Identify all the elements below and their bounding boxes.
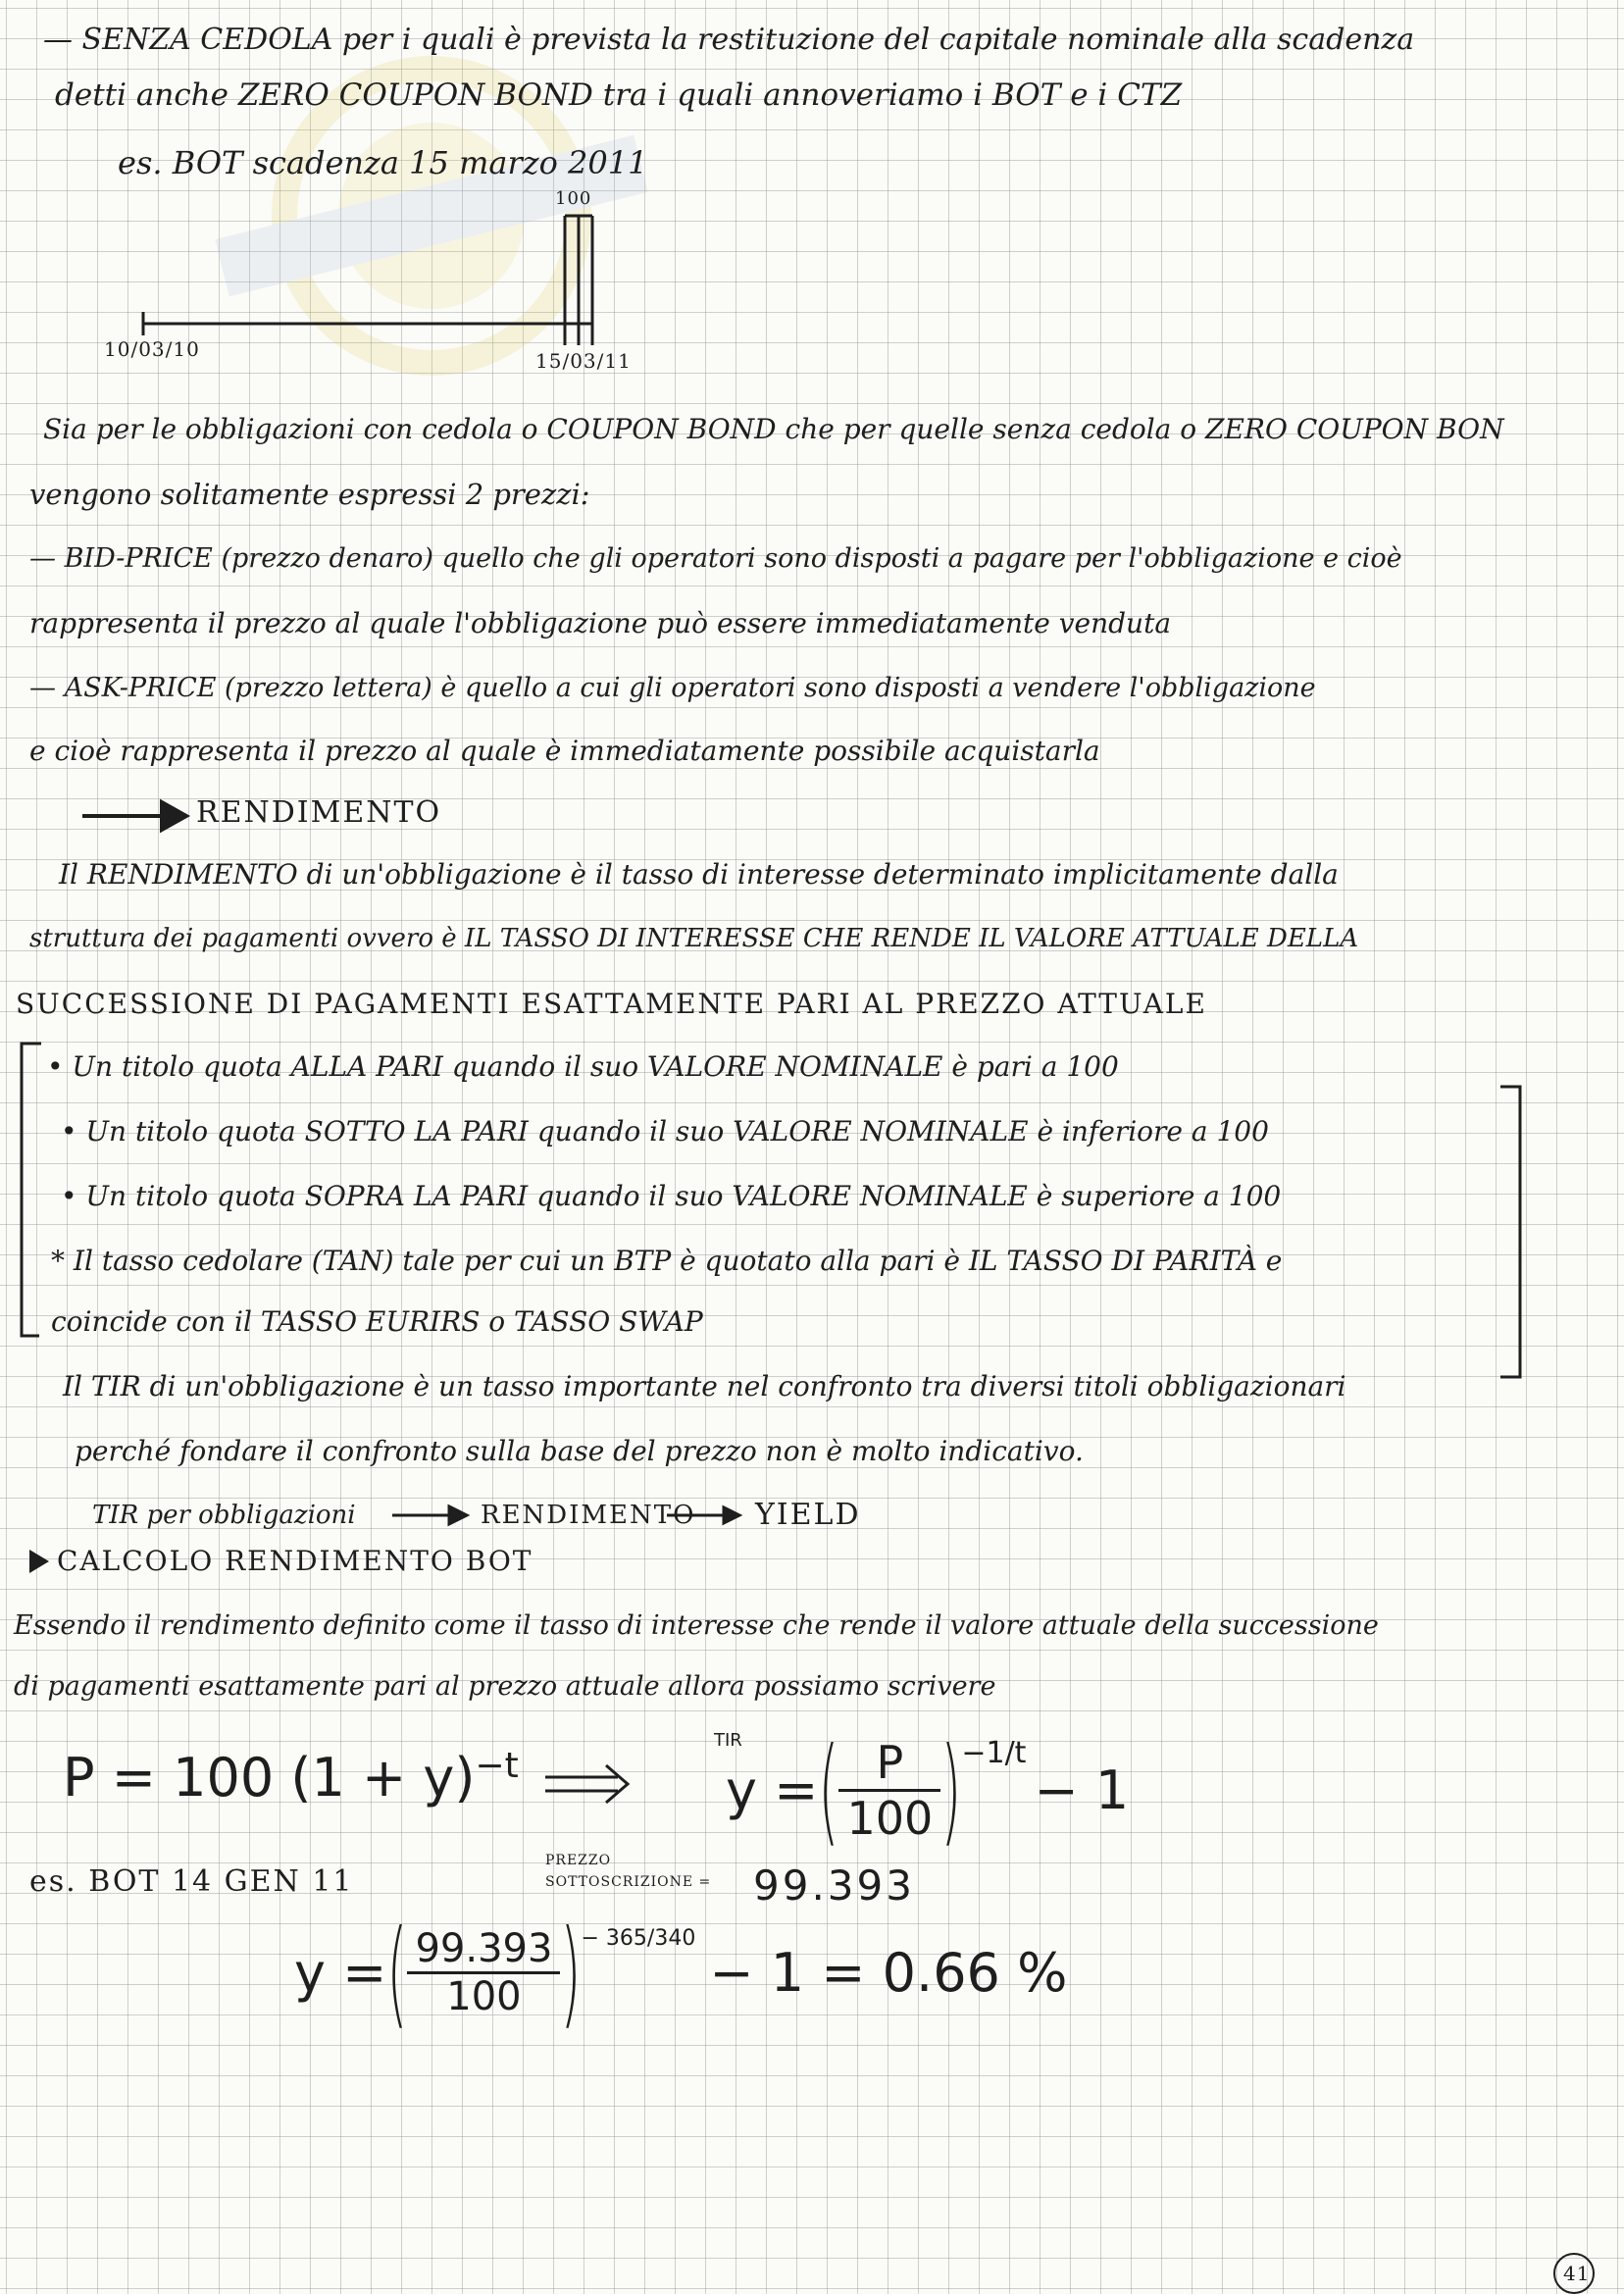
line-ask-desc: e cioè rappresenta il prezzo al quale è immediatamente possibile acquistarla — [29, 735, 1100, 767]
line-successione: SUCCESSIONE DI PAGAMENTI ESATTAMENTE PARI AL PREZZO ATTUALE — [16, 988, 1207, 1020]
example-bot-label: es. BOT 14 GEN 11 — [29, 1864, 354, 1899]
formula-yield-denominator: 100 — [846, 1792, 934, 1845]
implies-arrow-icon — [545, 1765, 628, 1803]
line-zero-coupon: detti anche ZERO COUPON BOND tra i quali annoveriamo i BOT e i CTZ — [55, 77, 1183, 113]
close-paren: ) — [560, 1905, 582, 2041]
formula-yield-exponent: −1/t — [961, 1736, 1027, 1770]
note-tasso-parita: * Il tasso cedolare (TAN) tale per cui un BTP è quotato alla pari è IL TASSO DI PARITÀ e — [51, 1245, 1283, 1277]
open-paren: ( — [818, 1722, 839, 1859]
line-sia-per: Sia per le obbligazioni con cedola o COUPON BOND che per quelle senza cedola o ZERO COUPON BON — [43, 413, 1504, 445]
price-label-line2: SOTTOSCRIZIONE = — [545, 1874, 712, 1890]
heading-rendimento: RENDIMENTO — [196, 795, 442, 830]
subscription-price: 99.393 — [753, 1861, 915, 1910]
line-struttura: struttura dei pagamenti ovvero è IL TASSO DI INTERESSE CHE RENDE IL VALORE ATTUALE DELLA — [29, 924, 1359, 953]
line-essendo: Essendo il rendimento definito come il tasso di interesse che rende il valore attuale della successione — [14, 1610, 1379, 1641]
arrow-icon — [29, 1550, 49, 1573]
formula-example-exponent: − 365/340 — [581, 1926, 696, 1951]
line-rendimento-def: Il RENDIMENTO di un'obbligazione è il tasso di interesse determinato implicitamente dalla — [59, 858, 1339, 891]
formula-example-lhs: y = — [294, 1942, 387, 2004]
line-ask-price: — ASK-PRICE (prezzo lettera) è quello a cui gli operatori sono disposti a vendere l'obbligazione — [29, 673, 1316, 703]
timeline-axis — [143, 216, 593, 345]
formula-price — [63, 1746, 519, 1809]
line-prezzi: vengono solitamente espressi 2 prezzi: — [29, 478, 590, 511]
formula-yield-numerator: P — [838, 1736, 940, 1792]
line-senza-cedola: — SENZA CEDOLA per i quali è prevista la restituzione del capitale nominale alla scadenza — [43, 23, 1415, 57]
timeline-value-label: 100 — [555, 188, 592, 209]
tir-label: TIR per obbligazioni — [92, 1501, 356, 1530]
bullet-alla-pari: • Un titolo quota ALLA PARI quando il suo VALORE NOMINALE è pari a 100 — [47, 1053, 1119, 1081]
open-paren: ( — [386, 1905, 408, 2041]
close-paren: ) — [940, 1722, 962, 1859]
formula-price-exponent: −t — [475, 1746, 519, 1786]
formula-example-denominator: 100 — [446, 1974, 522, 2019]
line-possiamo-scrivere: di pagamenti esattamente pari al prezzo attuale allora possiamo scrivere — [14, 1671, 996, 1702]
timeline-start-label: 10/03/10 — [104, 337, 200, 361]
yield-label: YIELD — [755, 1498, 861, 1532]
formula-price-base: P = 100 (1 + y) — [63, 1747, 476, 1809]
note-eurirs: coincide con il TASSO EURIRS o TASSO SWAP — [51, 1305, 703, 1338]
formula-example-numerator: 99.393 — [407, 1926, 560, 1974]
formula-example — [294, 1905, 1068, 2041]
arrow-icon — [82, 802, 186, 830]
bullet-sopra-la-pari: • Un titolo quota SOPRA LA PARI quando il suo VALORE NOMINALE è superiore a 100 — [61, 1183, 1281, 1210]
formula-yield-fraction — [838, 1736, 940, 1845]
line-confronto: perché fondare il confronto sulla base del prezzo non è molto indicativo. — [75, 1435, 1084, 1467]
formula-yield-lhs: y = — [726, 1759, 819, 1821]
formula-example-fraction — [407, 1926, 560, 2019]
formula-yield-tail: − 1 — [1034, 1759, 1130, 1821]
line-bid-price: — BID-PRICE (prezzo denaro) quello che gli operatori sono disposti a pagare per l'obbligazione e cioè — [29, 543, 1402, 574]
left-bracket — [22, 1044, 41, 1336]
formula-example-result: − 1 = 0.66 % — [709, 1942, 1068, 2004]
line-tir-def: Il TIR di un'obbligazione è un tasso importante nel confronto tra diversi titoli obbligazionari — [63, 1370, 1346, 1402]
timeline-end-label: 15/03/11 — [535, 349, 632, 373]
right-bracket — [1500, 1087, 1520, 1377]
heading-calcolo-rendimento: CALCOLO RENDIMENTO BOT — [57, 1545, 533, 1577]
rendimento-label: RENDIMENTO — [481, 1501, 696, 1530]
bullet-sotto-la-pari: • Un titolo quota SOTTO LA PARI quando il suo VALORE NOMINALE è inferiore a 100 — [61, 1118, 1269, 1146]
line-example-bot: es. BOT scadenza 15 marzo 2011 — [118, 144, 648, 181]
price-label-line1: PREZZO — [545, 1853, 612, 1868]
line-bid-desc: rappresenta il prezzo al quale l'obbligazione può essere immediatamente venduta — [29, 607, 1172, 639]
formula-tir-label: TIR — [714, 1730, 742, 1751]
page-number: 41 — [1563, 2262, 1591, 2285]
